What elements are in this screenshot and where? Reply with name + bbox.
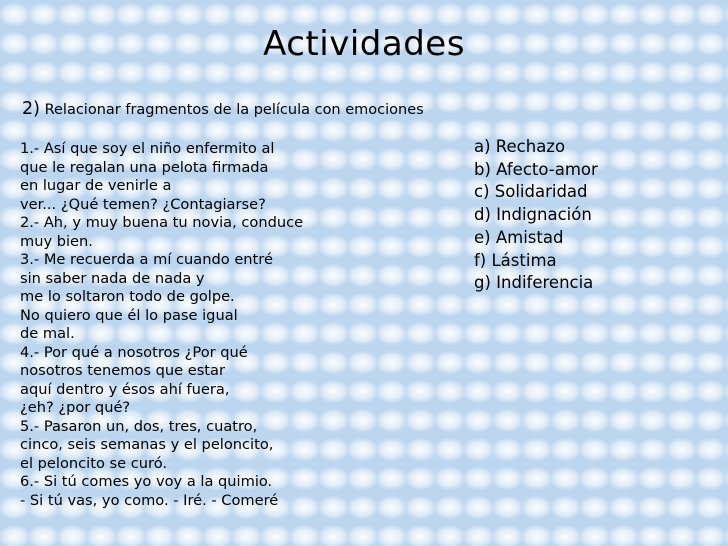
fragment-line: 3.- Me recuerda a mí cuando entré [20,251,273,268]
slide-title: Actividades [263,24,465,64]
fragment-line: sin saber nada de nada y [20,269,205,287]
fragment-line: ver... ¿Qué temen? ¿Contagiarse? [20,195,266,213]
fragment-line: me lo soltaron todo de golpe. [20,288,235,305]
fragment-line: ¿eh? ¿por qué? [20,399,131,416]
fragment-line: 6.- Si tú comes yo voy a la quimio. [20,473,273,490]
emotion-item: g) Indiferencia [474,273,594,293]
fragment-line: de mal. [20,325,75,342]
fragment-line: 4.- Por qué a nosotros ¿Por qué [20,343,248,361]
fragment-line: aquí dentro y ésos ahí fuera, [20,380,230,398]
fragment-line: muy bien. [20,232,93,250]
fragment-line: 2.- Ah, y muy buena tu novia, conduce [20,214,304,231]
fragment-line: No quiero que él lo pase igual [20,306,238,324]
fragment-line: cinco, seis semanas y el peloncito, [20,436,274,453]
film-fragments-list [20,140,470,510]
emotion-item: b) Afecto-amor [474,159,598,179]
emotion-item: e) Amistad [474,227,564,247]
emotion-item: c) Solidaridad [474,182,588,202]
emotions-list [474,136,714,295]
activity-instruction-text: Relacionar fragmentos de la película con emociones [39,102,424,118]
emotion-item: f) Lástima [474,250,557,270]
fragment-line: nosotros tenemos que estar [20,362,225,379]
fragment-line: 5.- Pasaron un, dos, tres, cuatro, [20,417,258,435]
emotion-item: d) Indignación [474,205,592,225]
fragment-line: que le regalan una pelota firmada [20,158,269,176]
activity-number: 2) [22,99,40,119]
activity-instruction [22,99,424,120]
fragment-line: - Si tú vas, yo como. - Iré. - Comeré [20,491,279,509]
fragment-line: el peloncito se curó. [20,454,167,472]
fragment-line: en lugar de venirle a [20,177,172,194]
fragment-line: 1.- Así que soy el niño enfermito al [20,140,275,157]
emotion-item: a) Rechazo [474,137,566,156]
